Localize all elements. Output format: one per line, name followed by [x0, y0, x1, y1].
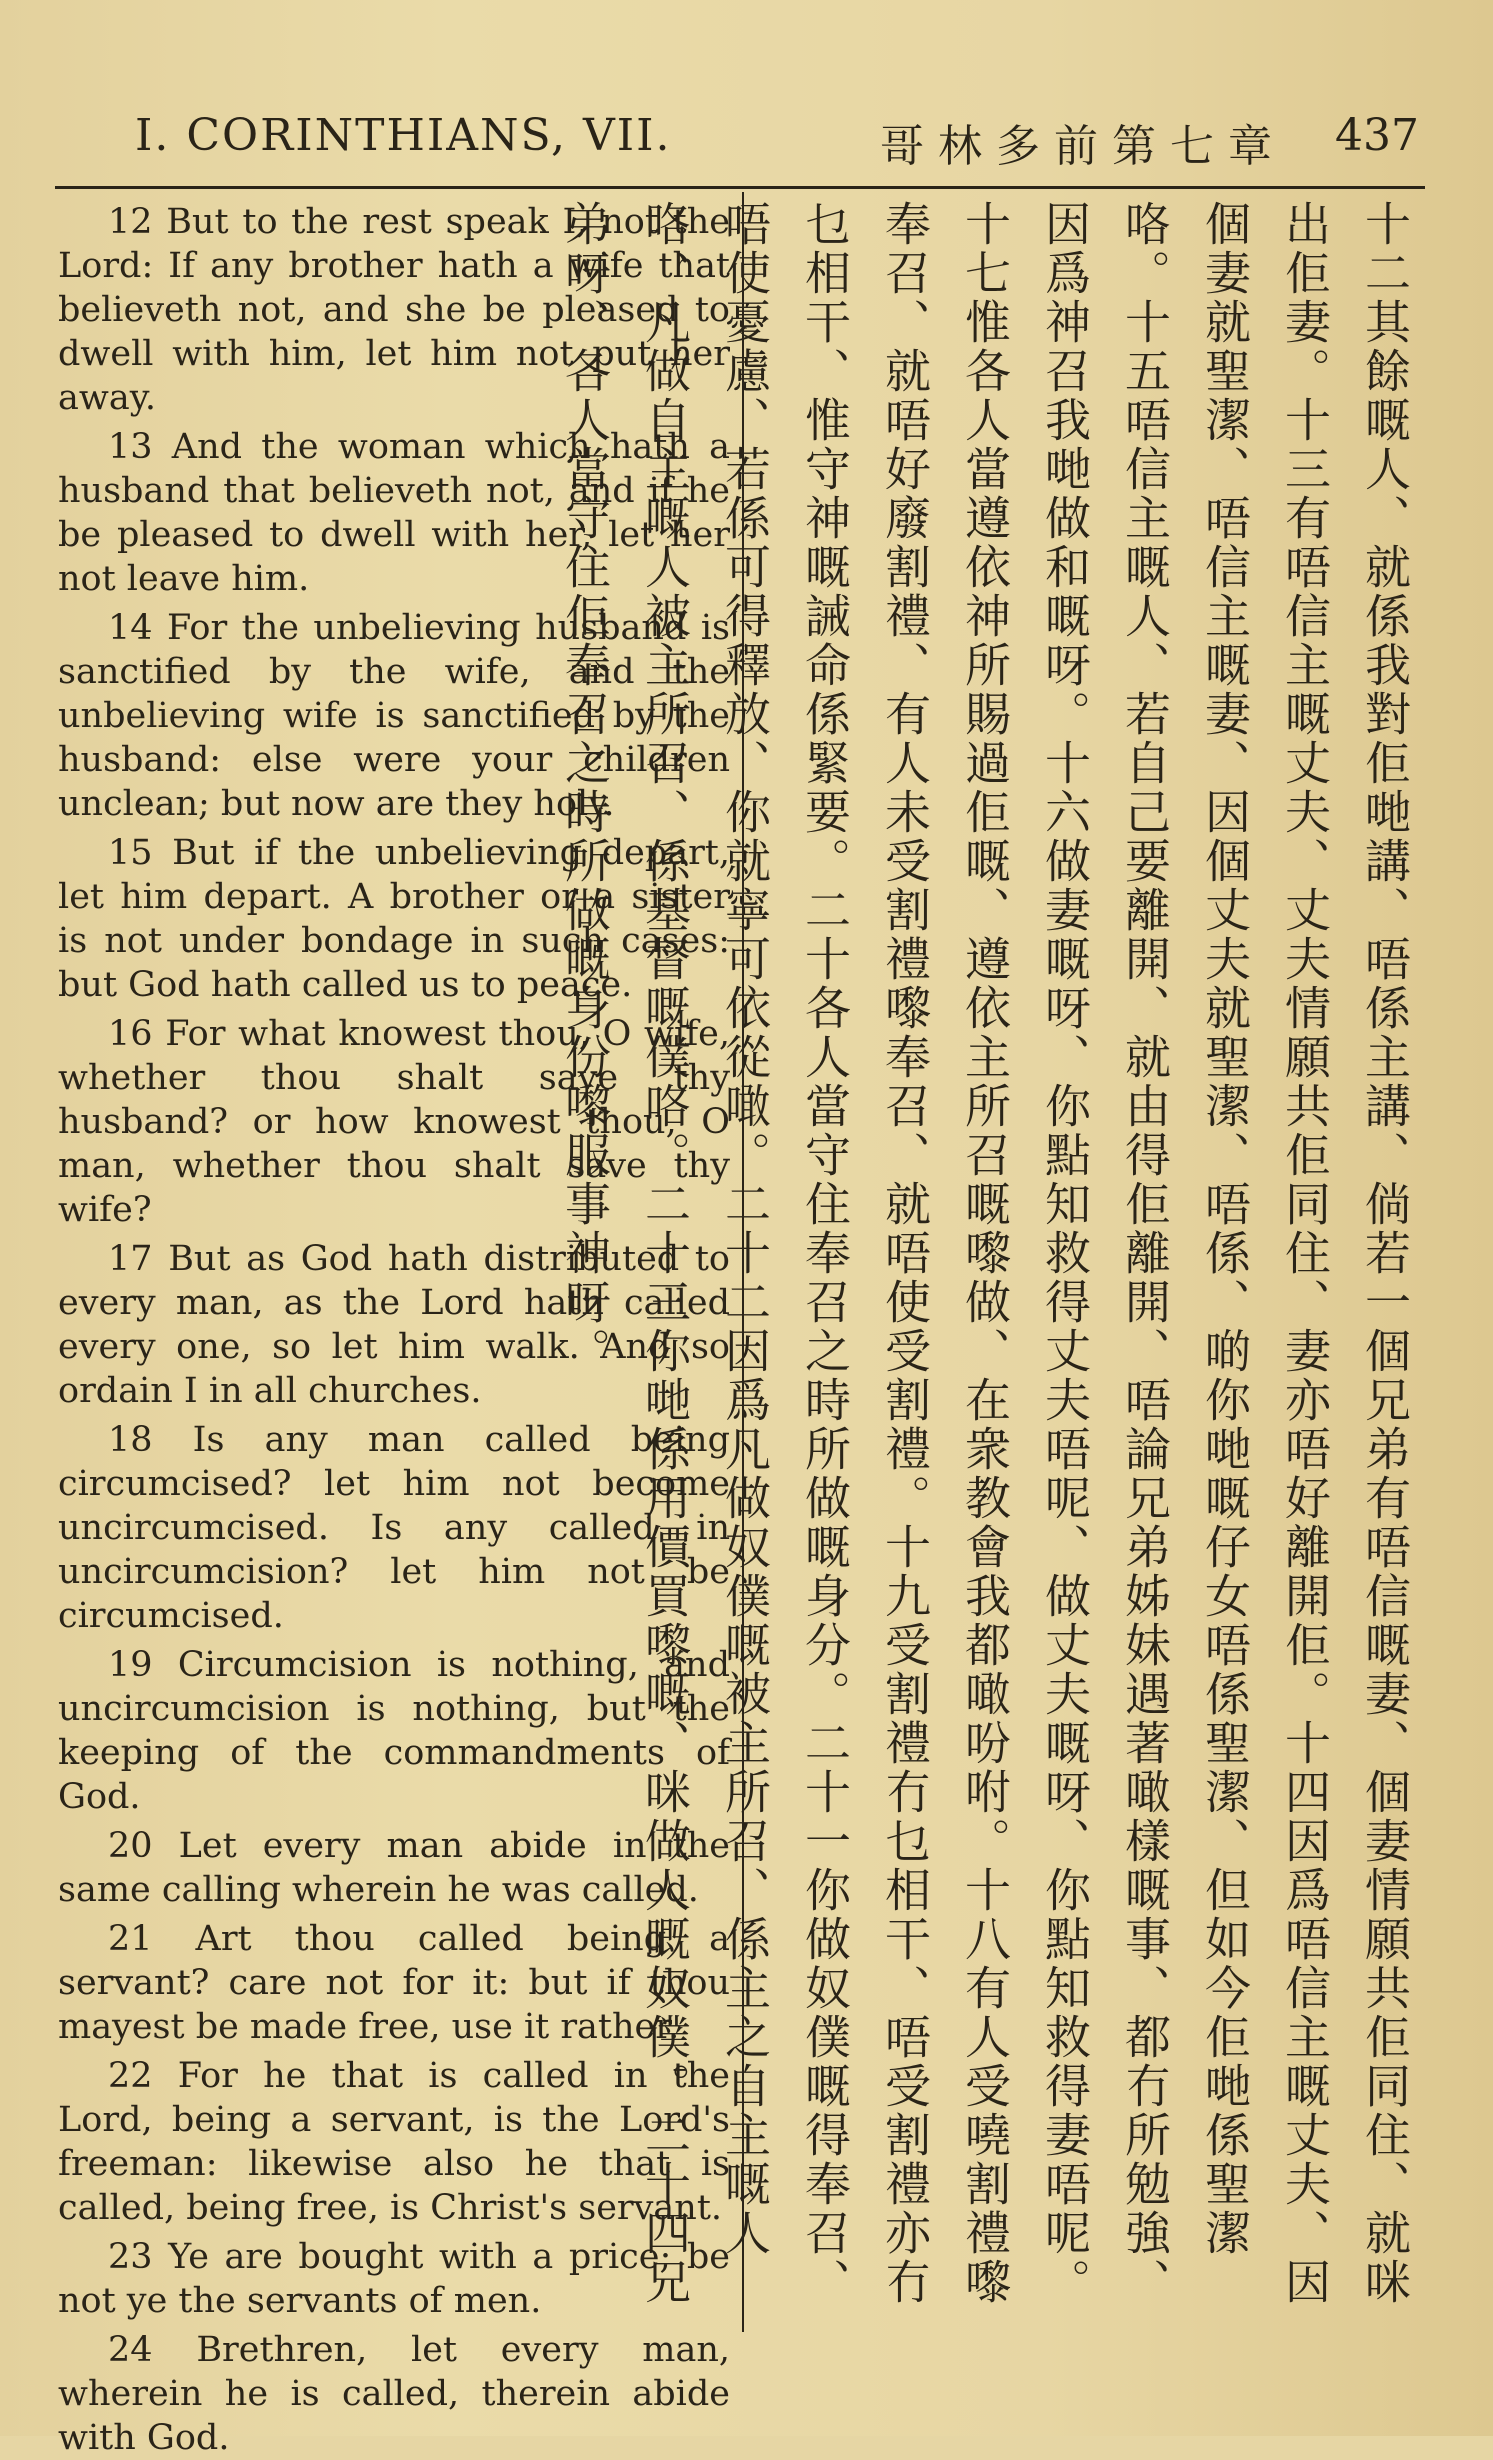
- verse-17: 17 But as God hath distributed to every man, as the Lord hath called every one, so let him walk. And so ordain I in all churches.: [58, 1239, 730, 1411]
- verse-19: 19 Circumcision is nothing, and uncircumcision is nothing, but the keeping of the commandments of God.: [58, 1645, 730, 1817]
- verse-24: 24 Brethren, let every man, wherein he is called, therein abide with God.: [58, 2330, 730, 2458]
- chinese-column: 十二其餘嘅人、就係我對佢哋講、唔係主講、倘若一個兄弟有唔信嘅妻、個妻情願共佢同住、就咪出佢妻。十三有唔信主嘅丈夫、丈夫情願共佢同住、妻亦唔好離開佢。十四因爲唔信主嘅丈夫、因個妻就聖潔、唔信主嘅妻、因個丈夫就聖潔、唔係、啲你哋嘅仔女唔係聖潔、但如今佢哋係聖潔咯。十五唔信主嘅人、若自己要離開、就由得佢離開、唔論兄弟姊妹遇著噉樣嘅事、都冇所勉強、因爲神召我哋做和嘅呀。十六做妻嘅呀、你點知救得丈夫唔呢、做丈夫嘅呀、你點知救得妻唔呢。十七惟各人當遵依神所賜過佢嘅、遵依主所召嘅嚟做、在衆教會我都噉吩咐。十八有人受嘵割禮嚟奉召、就唔好廢割禮、有人未受割禮嚟奉召、就唔使受割禮。十九受割禮冇乜相干、唔受割禮亦冇乜相干、惟守神嘅誡命係緊要。二十各人當守住奉召之時所做嘅身分。二十一你做奴僕嘅得奉召、唔使憂慮、若係可得釋放、你就寧可依從噉。二十二因爲凡做奴僕嘅被主所召、係主之自主嘅人咯、凡做自主嘅人被主所召、係基督嘅僕咯。二十三你哋係用價買嚟嘅、咪做人嘅奴僕。二十四兄弟呀、各人當守住佢奉召之時所做嘅身份嚟服事神呀。: [558, 200, 1412, 2307]
- verse-16: 16 For what knowest thou, O wife, whether thou shalt save thy husband? or how knowest thou, O man, whether thou shalt save thy wife?: [58, 1014, 730, 1230]
- verse-20: 20 Let every man abide in the same calling wherein he was called.: [58, 1826, 730, 1910]
- english-running-title: I. CORINTHIANS, VII.: [135, 110, 672, 161]
- verse-14: 14 For the unbelieving husband is sanctified by the wife, and the unbelieving wife is sanctified by the husband: else were your children unclean; but now are they holy.: [58, 608, 730, 824]
- verse-21: 21 Art thou called being a servant? care not for it: but if thou mayest be made free, use it rather.: [58, 1919, 730, 2047]
- verse-18: 18 Is any man called being circumcised? let him not become uncircumcised. Is any called in uncircumcision? let him not be circumcised.: [58, 1420, 730, 1636]
- verse-15: 15 But if the unbelieving depart, let him depart. A brother or a sister is not under bondage in such cases: but God hath called us to peace.: [58, 833, 730, 1005]
- verse-23: 23 Ye are bought with a price; be not ye the servants of men.: [58, 2237, 730, 2321]
- page-number: 437: [1335, 110, 1419, 161]
- verse-13: 13 And the woman which hath a husband that believeth not, and if he be pleased to dwell with her, let her not leave him.: [58, 427, 730, 599]
- verse-12: 12 But to the rest speak I, not the Lord: If any brother hath a wife that believeth not, and she be pleased to dwell with him, let him not put her away.: [58, 202, 730, 418]
- header-rule: [55, 186, 1425, 189]
- verse-22: 22 For he that is called in the Lord, being a servant, is the Lord's freeman: likewise also he that is called, being free, is Christ's servant.: [58, 2056, 730, 2228]
- chinese-running-title: 哥林多前第七章: [880, 121, 1286, 172]
- page-header: [0, 110, 1493, 180]
